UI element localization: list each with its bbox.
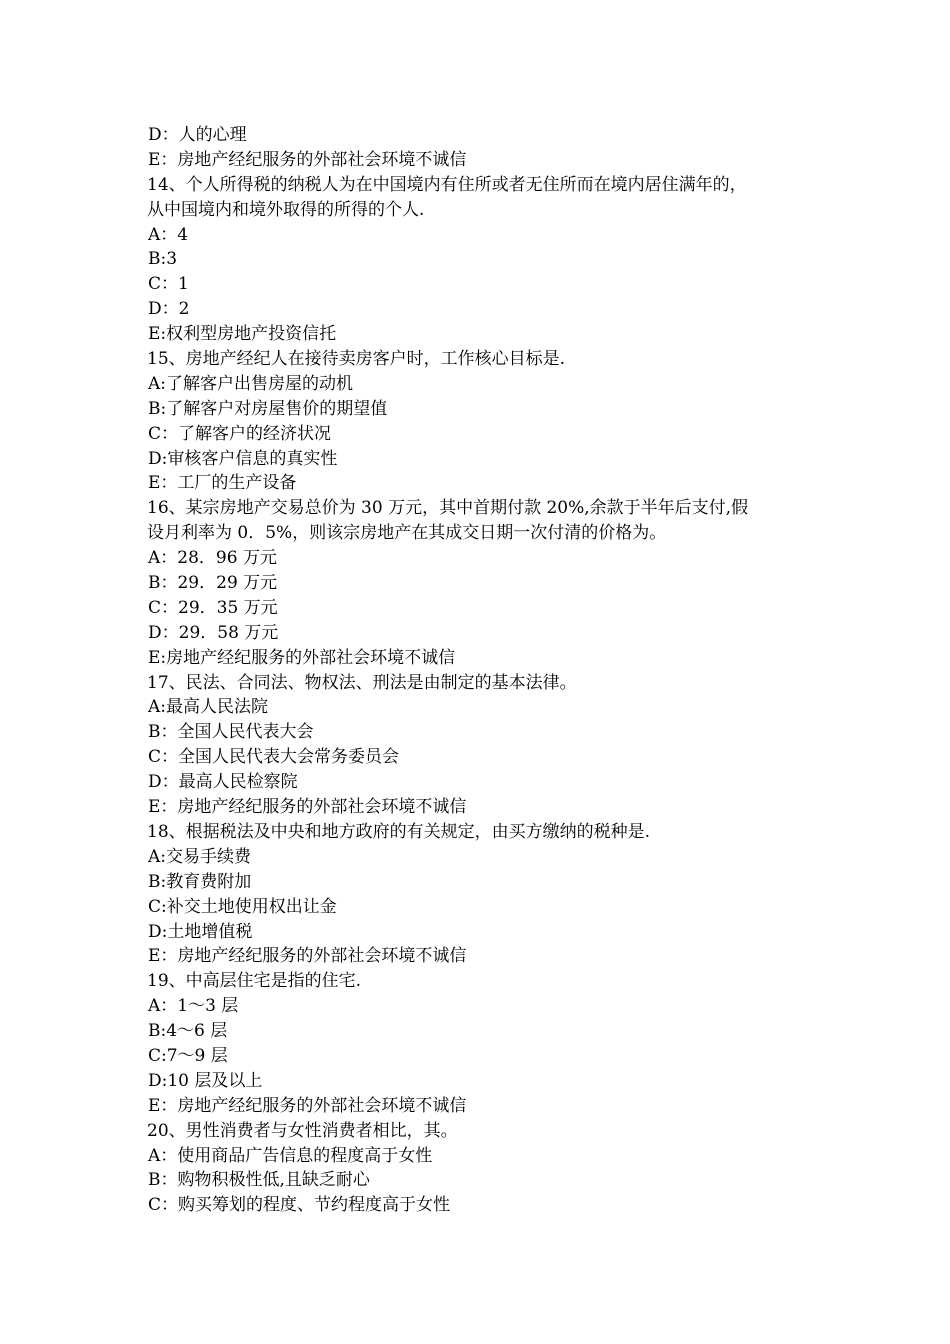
answer-option-line: D：人的心理 xyxy=(148,125,247,145)
answer-option-line: B：29．29 万元 xyxy=(148,573,278,594)
answer-option-line: E：房地产经纪服务的外部社会环境不诚信 xyxy=(148,946,467,967)
answer-option-line: E：房地产经纪服务的外部社会环境不诚信 xyxy=(148,797,467,818)
question-text-line: 19、中高层住宅是指的住宅. xyxy=(147,971,362,992)
answer-option-line: C：了解客户的经济状况 xyxy=(148,423,332,444)
answer-option-line: D：29．58 万元 xyxy=(148,622,279,643)
answer-option-line: B:教育费附加 xyxy=(148,871,252,892)
answer-option-line: A:最高人民法院 xyxy=(148,697,269,718)
question-text-line: 15、房地产经纪人在接待卖房客户时，工作核心目标是. xyxy=(147,349,566,370)
answer-option-line: A：使用商品广告信息的程度高于女性 xyxy=(148,1145,433,1166)
answer-option-line: A：28．96 万元 xyxy=(148,548,277,569)
answer-option-line: B：购物积极性低,且缺乏耐心 xyxy=(148,1170,370,1191)
question-text-line: 16、某宗房地产交易总价为 30 万元，其中首期付款 20%,余款于半年后支付,假 xyxy=(147,498,749,519)
answer-option-line: D:土地增值税 xyxy=(148,921,253,942)
question-text-line: 20、男性消费者与女性消费者相比，其。 xyxy=(147,1120,458,1141)
answer-option-line: E:权利型房地产投资信托 xyxy=(148,324,337,345)
answer-option-line: D：2 xyxy=(148,299,190,320)
document-body xyxy=(147,123,817,1218)
answer-option-line: D:审核客户信息的真实性 xyxy=(148,448,338,469)
answer-option-line: C：29．35 万元 xyxy=(148,597,278,618)
question-text-line: 设月利率为 0．5%，则该宗房地产在其成交日期一次付清的价格为。 xyxy=(147,523,667,544)
answer-option-line: E：房地产经纪服务的外部社会环境不诚信 xyxy=(148,149,467,170)
answer-option-line: C：购买筹划的程度、节约程度高于女性 xyxy=(148,1195,451,1216)
answer-option-line: B:4～6 层 xyxy=(148,1021,228,1042)
answer-option-line: E:房地产经纪服务的外部社会环境不诚信 xyxy=(148,647,456,668)
question-text-line: 17、民法、合同法、物权法、刑法是由制定的基本法律。 xyxy=(147,672,577,693)
answer-option-line: C:7～9 层 xyxy=(148,1045,228,1066)
answer-option-line: C：1 xyxy=(148,274,189,295)
question-text-line: 14、个人所得税的纳税人为在中国境内有住所或者无住所而在境内居住满年的， xyxy=(147,174,747,195)
answer-option-line: B：全国人民代表大会 xyxy=(148,722,314,743)
question-text-line: 18、根据税法及中央和地方政府的有关规定，由买方缴纳的税种是. xyxy=(147,821,651,842)
answer-option-line: A：1～3 层 xyxy=(148,996,239,1017)
question-text-line: 从中国境内和境外取得的所得的个人. xyxy=(147,199,425,220)
answer-option-line: A:交易手续费 xyxy=(148,846,252,867)
answer-option-line: A：4 xyxy=(148,224,189,245)
answer-option-line: C:补交土地使用权出让金 xyxy=(148,896,337,917)
answer-option-line: D:10 层及以上 xyxy=(148,1070,263,1091)
answer-option-line: D：最高人民检察院 xyxy=(148,772,298,793)
answer-option-line: E：工厂的生产设备 xyxy=(148,473,297,494)
answer-option-line: B:了解客户对房屋售价的期望值 xyxy=(148,398,388,419)
answer-option-line: B:3 xyxy=(148,249,178,270)
answer-option-line: A:了解客户出售房屋的动机 xyxy=(148,373,354,394)
answer-option-line: C：全国人民代表大会常务委员会 xyxy=(148,747,400,768)
answer-option-line: E：房地产经纪服务的外部社会环境不诚信 xyxy=(148,1095,467,1116)
